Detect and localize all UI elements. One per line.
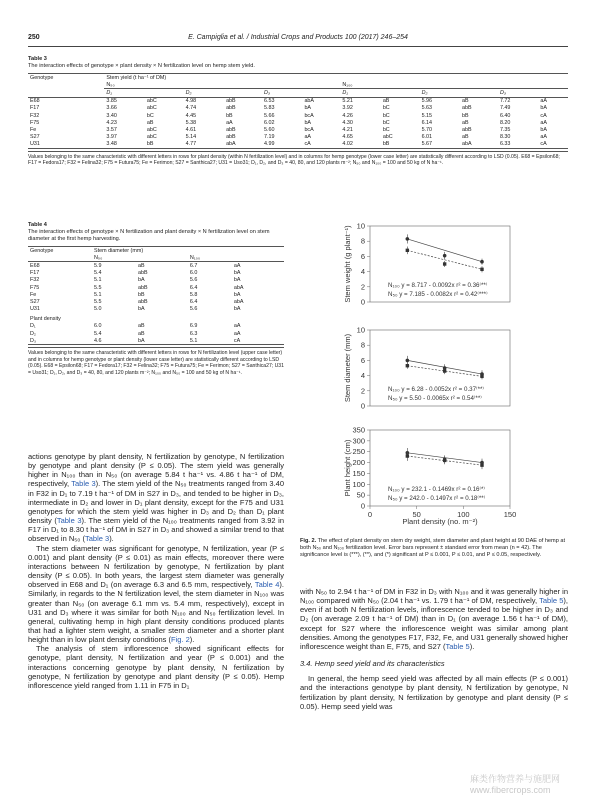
cell-value: 6.4 xyxy=(189,298,198,305)
data-point xyxy=(443,262,446,265)
cell-value: 4.74 xyxy=(185,105,197,112)
row-label: F32 xyxy=(30,112,40,119)
cell-value: 5.4 xyxy=(94,330,102,337)
cell-letters: bA xyxy=(540,105,547,112)
cell-letters: bA xyxy=(233,291,241,298)
table-row xyxy=(28,306,284,313)
cell-letters: bB xyxy=(462,112,469,119)
col-genotype: Genotype xyxy=(30,74,54,81)
table-row xyxy=(28,291,284,298)
data-point xyxy=(443,459,446,462)
density-header: D₃ xyxy=(499,89,506,96)
cell-value: 5.70 xyxy=(421,126,433,133)
data-point xyxy=(406,249,409,252)
y-tick-label: 4 xyxy=(360,371,365,381)
y-tick-label: 8 xyxy=(360,236,365,246)
cell-value: 3.57 xyxy=(106,126,117,133)
table-row xyxy=(28,105,568,112)
col-measure: Stem diameter (mm) xyxy=(94,247,144,254)
table-3-grid xyxy=(28,73,568,149)
table-link[interactable]: Table 3 xyxy=(56,516,82,526)
cell-letters: abA xyxy=(304,98,315,105)
cell-value: 5.38 xyxy=(185,119,197,126)
table-row xyxy=(28,119,568,126)
regression-equation: N₅₀ y = 5.50 - 0.0065x r² = 0.54⁽**⁾ xyxy=(388,395,482,402)
regression-equation: N₁₀₀ y = 6.28 - 0.0052x r² = 0.37⁽**⁾ xyxy=(388,386,484,393)
data-point xyxy=(480,268,483,271)
cell-letters: abB xyxy=(137,270,148,277)
cell-letters: abB xyxy=(226,98,236,105)
cell-letters: abA xyxy=(226,141,236,148)
cell-value: 5.8 xyxy=(189,291,198,298)
y-tick-label: 100 xyxy=(352,479,365,489)
cell-value: 5.60 xyxy=(263,126,275,133)
regression-equation: N₁₀₀ y = 8.717 - 0.0092x r² = 0.36⁽**⁾ xyxy=(388,282,488,289)
table-row xyxy=(28,337,284,345)
cell-value: 3.66 xyxy=(106,105,117,112)
cell-value: 6.4 xyxy=(189,284,198,291)
y-tick-label: 2 xyxy=(360,282,365,292)
table-3 xyxy=(28,56,568,167)
cell-value: 4.65 xyxy=(342,134,353,141)
cell-letters: bA xyxy=(233,306,241,313)
row-label: F17 xyxy=(30,105,40,112)
cell-letters: bA xyxy=(304,119,312,126)
regression-equation: N₁₀₀ y = 232.1 - 0.1469x r² = 0.16⁽*⁾ xyxy=(388,486,485,493)
cell-value: 5.4 xyxy=(94,270,102,277)
table-link[interactable]: Table 3 xyxy=(85,534,110,544)
cell-value: 6.14 xyxy=(421,119,433,126)
cell-value: 5.21 xyxy=(342,98,353,105)
y-tick-label: 8 xyxy=(360,340,365,350)
watermark: 麻类作物营养与施肥网 www.fibercrops.com xyxy=(470,774,561,795)
cell-value: 4.61 xyxy=(185,126,197,133)
cell-value: 6.01 xyxy=(421,134,433,141)
y-tick-label: 10 xyxy=(356,221,365,231)
cell-value: 6.02 xyxy=(263,119,275,126)
cell-value: 5.14 xyxy=(185,134,197,141)
y-tick-label: 4 xyxy=(360,267,365,277)
y-tick-label: 6 xyxy=(360,355,365,365)
cell-letters: abB xyxy=(462,105,472,112)
row-label: Fe xyxy=(30,126,37,133)
cell-value: 6.3 xyxy=(189,330,198,337)
data-point xyxy=(406,454,409,457)
header-rule xyxy=(28,46,568,47)
col-measure: Stem yield (t ha⁻¹ of DM) xyxy=(106,74,167,81)
cell-letters: aB xyxy=(146,119,154,126)
cell-value: 5.5 xyxy=(94,298,102,305)
figure-link[interactable]: Fig. 2 xyxy=(171,635,190,645)
cell-letters: abB xyxy=(226,105,236,112)
cell-value: 5.1 xyxy=(189,337,198,344)
cell-value: 5.6 xyxy=(189,277,198,284)
data-point xyxy=(480,463,483,466)
table-row xyxy=(28,323,284,330)
row-label: S27 xyxy=(30,298,40,305)
cell-letters: abB xyxy=(226,134,236,141)
regression-equation: N₅₀ y = 7.185 - 0.0082x r² = 0.42⁽***⁾ xyxy=(388,291,488,298)
cell-value: 5.67 xyxy=(421,141,433,148)
cell-letters: bA xyxy=(233,270,241,277)
x-tick-label: 0 xyxy=(367,510,373,519)
row-label: E68 xyxy=(30,262,40,269)
cell-value: 4.77 xyxy=(185,141,197,148)
cell-letters: bB xyxy=(382,141,390,148)
data-point xyxy=(480,375,483,378)
cell-letters: aA xyxy=(226,119,233,126)
y-tick-label: 300 xyxy=(352,436,365,446)
data-point xyxy=(406,237,410,241)
cell-letters: aA xyxy=(540,119,547,126)
cell-letters: aA xyxy=(233,330,241,337)
x-tick-label: 100 xyxy=(457,510,470,519)
regression-equation: N₅₀ y = 242.0 - 0.1497x r² = 0.18⁽**⁾ xyxy=(388,495,486,502)
cell-letters: bA xyxy=(304,105,312,112)
cell-letters: aB xyxy=(137,323,145,330)
cell-letters: aB xyxy=(137,330,145,337)
cell-value: 6.33 xyxy=(499,141,511,148)
cell-letters: bC xyxy=(382,119,390,126)
cell-letters: bC xyxy=(382,112,390,119)
cell-letters: aA xyxy=(304,134,312,141)
row-label: D₂ xyxy=(30,330,36,337)
cell-value: 5.63 xyxy=(421,105,433,112)
cell-letters: aB xyxy=(462,98,469,105)
table-row xyxy=(28,141,568,149)
data-point xyxy=(406,359,410,363)
y-tick-label: 0 xyxy=(360,297,365,307)
density-header: D₁ xyxy=(106,89,112,96)
table-row xyxy=(28,298,284,305)
table-row xyxy=(28,270,284,277)
table-4-grid xyxy=(28,246,284,345)
cell-value: 4.23 xyxy=(106,119,117,126)
cell-value: 4.02 xyxy=(342,141,353,148)
cell-letters: aA xyxy=(233,323,241,330)
y-tick-label: 250 xyxy=(352,447,365,457)
cell-value: 4.26 xyxy=(342,112,353,119)
y-tick-label: 2 xyxy=(360,386,365,396)
x-axis-label: Plant density (no. m⁻²) xyxy=(402,517,478,526)
row-label: D₃ xyxy=(30,337,37,344)
cell-letters: bC xyxy=(146,112,154,119)
cell-letters: abC xyxy=(146,134,157,141)
paragraph: In general, the hemp seed yield was affected by all main effects (P ≤ 0.001) and the interactions genotype by plant density, N fertilization by genotype, N fertilization by plant density, N fertilization by genotype and plant density (P ≤ 0.05). Hemp seed yield was xyxy=(300,674,568,711)
row-label: F32 xyxy=(30,277,40,284)
cell-value: 5.9 xyxy=(94,262,102,269)
table-row xyxy=(28,97,568,105)
cell-value: 4.6 xyxy=(94,337,102,344)
cell-letters: abC xyxy=(146,105,157,112)
data-point xyxy=(443,254,447,258)
y-axis-label: Plant height (cm) xyxy=(343,439,352,497)
cell-value: 8.30 xyxy=(499,134,511,141)
cell-value: 4.98 xyxy=(185,98,197,105)
y-axis-label: Stem diameter (mm) xyxy=(343,333,352,403)
y-tick-label: 350 xyxy=(352,425,365,435)
row-label: F17 xyxy=(30,270,40,277)
cell-value: 3.48 xyxy=(106,141,117,148)
cell-value: 5.66 xyxy=(263,112,275,119)
cell-letters: abA xyxy=(462,141,472,148)
table-link[interactable]: Table 5 xyxy=(445,641,470,651)
data-point xyxy=(406,364,409,367)
cell-letters: bC xyxy=(382,126,390,133)
density-header: D₂ xyxy=(185,89,192,96)
table-4-caption: Table 4 The interaction effects of genotype × N fertilization and plant density × N fertilization level on stem diameter at the first hemp harvesting. xyxy=(28,222,270,242)
cell-letters: cA xyxy=(540,141,547,148)
row-label: U31 xyxy=(30,141,40,148)
table-row xyxy=(28,330,284,337)
row-label: U31 xyxy=(30,306,40,313)
x-tick-label: 50 xyxy=(412,510,421,519)
table-row xyxy=(28,126,568,133)
row-label: S27 xyxy=(30,134,40,141)
cell-letters: bB xyxy=(226,112,233,119)
n-high-header: N₁₀₀ xyxy=(340,81,568,89)
cell-value: 6.7 xyxy=(189,262,198,269)
cell-letters: bC xyxy=(382,105,390,112)
table-row xyxy=(28,277,284,284)
cell-letters: aA xyxy=(540,98,547,105)
table-3-note: Values belonging to the same characteristic with different letters in rows for plant density (within N fertilization level) and in columns for hemp genotype (lower case letter) are statistically different according to LSD (0.05). E68 = Epsilon68; F17 = Fedora17; F32 = Felina32; F75 = Futura75; Fe = Ferimon; S27 = Santhica27; U31 = Uso31; D₁, D₂, and D₃ = 40, 80, and 120 plants m⁻²; N₅₀ and N₁₀₀ = 100 and 50 kg of N ha⁻¹. xyxy=(28,151,568,167)
cell-letters: bB xyxy=(146,141,154,148)
table-row xyxy=(28,112,568,119)
cell-value: 3.92 xyxy=(342,105,353,112)
cell-letters: cA xyxy=(233,337,241,344)
cell-letters: bA xyxy=(137,306,145,313)
n-low-header: N₅₀ xyxy=(104,81,340,89)
page-number: 250 xyxy=(28,34,40,41)
figure-2-caption: Fig. 2. The effect of plant density on stem dry weight, stem diameter and plant height at 90 DAE of hemp at both N₅₀ and N₁₀₀ fertilization level. Error bars represent ± standard error from mean (n = 42). The significance level is (***), (**), and (*) significant at P ≤ 0.001, P ≤ 0.01, and P ≤ 0.05, respectively. xyxy=(300,538,566,558)
figure-2-plots xyxy=(300,218,568,538)
y-tick-label: 200 xyxy=(352,458,365,468)
cell-letters: bB xyxy=(137,291,145,298)
y-axis-label: Stem weight (g plant⁻¹) xyxy=(343,225,352,303)
y-tick-label: 0 xyxy=(360,401,365,411)
cell-value: 7.19 xyxy=(263,134,275,141)
paragraph: with N₅₀ to 2.94 t ha⁻¹ of DM in F32 in D₃ with N₁₀₀ and it was generally higher in N₁₀₀ compared with N₅₀ (2.04 t ha⁻¹ vs. 1.79 t ha⁻¹ of DM, respectively, Table 5), even if at both N fertilization levels, inflorescence tended to be higher in D₃ and D₂ (on average 2.09 t ha⁻¹ of DM) than in D₁ (on average 1.56 t ha⁻¹ of DM), except for S27 where the inflorescence weight was similar among plant densities. Among the genotypes F17, F32, Fe, and U31 generally showed higher inflorescence weight than E, F75, and S27 (Table 5). xyxy=(300,587,568,651)
table-4-note: Values belonging to the same characteristic with different letters in rows for N fertilization level (upper case letter) and in columns for hemp genotype or plant density (lower case letter) are statistically different according to LSD (0.05). E68 = Epsilon68; F17 = Fedora17; F32 = Felina32; F75 = Futura75; Fe = Ferimon; S27 = Santhica27; U31 = Uso31; D₁, D₂, and D₃ = 40, 80, and 120 plants m⁻²; N₁₀₀ and N₅₀ = 100 and 50 kg of N ha⁻¹. xyxy=(28,347,284,376)
n-high-header: N₁₀₀ xyxy=(188,254,284,262)
cell-letters: abB xyxy=(226,126,236,133)
cell-value: 4.21 xyxy=(342,126,353,133)
cell-value: 7.72 xyxy=(499,98,511,105)
table-subheader xyxy=(28,313,284,323)
cell-value: 4.30 xyxy=(342,119,353,126)
table-3-caption: Table 3 The interaction effects of genotype × plant density × N fertilization level on hemp stem yield. xyxy=(28,56,255,69)
y-tick-label: 150 xyxy=(352,468,365,478)
cell-value: 6.53 xyxy=(263,98,275,105)
y-tick-label: 50 xyxy=(356,490,365,500)
cell-value: 4.45 xyxy=(185,112,197,119)
figure-2 xyxy=(300,218,568,538)
cell-letters: aB xyxy=(382,98,390,105)
paragraph: actions genotype by plant density, N fertilization by genotype, N fertilization by genotype and plant density (P ≤ 0.05). The stem yield was generally higher in N₁₀₀ than in N₅₀ (on average 5.84 t ha⁻¹ vs. 4.86 t ha⁻¹ of DM, respectively, Table 3). The stem yield of the N₅₀ treatments ranged from 3.40 in F32 in D₁ to 7.19 t ha⁻¹ of DM in S27 in D₃, and tended to be higher in D₃, intermediate in D₂ and lower in D₁ plant density, except for the F75 and U31 genotypes for which the stem yield was higher in D₃ and D₂ than D₁ plant density (Table 3). The stem yield of the N₁₀₀ treatments ranged from 3.92 in F17 in D₁ to 8.30 t ha⁻¹ of DM in S27 in D₃ and showed a similar trend to that observed in N₅₀ (Table 3). xyxy=(28,452,284,544)
cell-value: 7.49 xyxy=(499,105,511,112)
cell-letters: bA xyxy=(233,277,241,284)
cell-letters: abB xyxy=(137,284,148,291)
body-right-column xyxy=(300,587,568,711)
cell-letters: aA xyxy=(233,262,241,269)
cell-value: 5.1 xyxy=(94,291,102,298)
cell-letters: abC xyxy=(382,134,393,141)
section-heading: 3.4. Hemp seed yield and its characteristics xyxy=(300,659,445,669)
cell-letters: bA xyxy=(540,126,547,133)
table-4 xyxy=(28,222,284,376)
data-point xyxy=(443,369,446,372)
cell-value: 5.15 xyxy=(421,112,433,119)
cell-letters: aB xyxy=(137,262,145,269)
density-header: D₂ xyxy=(421,89,428,96)
table-link[interactable]: Table 4 xyxy=(254,580,280,590)
density-header: D₁ xyxy=(342,89,348,96)
cell-value: 5.1 xyxy=(94,277,102,284)
cell-letters: cA xyxy=(540,112,547,119)
cell-value: 5.5 xyxy=(94,284,102,291)
cell-letters: bA xyxy=(137,337,145,344)
density-header: D₃ xyxy=(263,89,271,96)
y-tick-label: 10 xyxy=(356,325,365,335)
n-low-header: N₅₀ xyxy=(92,254,188,262)
row-label: D₁ xyxy=(30,323,36,330)
cell-letters: cA xyxy=(304,141,311,148)
cell-letters: abA xyxy=(233,298,244,305)
cell-letters: abC xyxy=(146,126,157,133)
cell-value: 6.9 xyxy=(189,323,198,330)
paragraph: The stem diameter was significant for genotype, N fertilization, year (P ≤ 0.001) and plant density (P ≤ 0.01) as main effects, moreover there were interactions between N fertilization by genotype, N fertilization by plant density (P ≤ 0.05). In both years, the largest stem diameter was generally observed in E68 and D₁ (on average 6.3 and 6.5 mm, respectively, Table 4). Similarly, in regards to the N fertilization level, the stem diameter in N₁₀₀ was greater than N₅₀ (on average 6.1 mm vs. 5.4 mm, respectively), except in U31 and D₃ where it was similar for both N₁₀₀ and N₅₀ fertilization level. In general, cultivating hemp in high plant density conditions produced plants that had a lighter stem weight, a smaller stem diameter and a shorter plant height than in low plant density conditions (Fig. 2). xyxy=(28,543,284,645)
col-genotype: Genotype xyxy=(30,247,54,254)
body-left-column xyxy=(28,452,284,690)
cell-value: 3.40 xyxy=(106,112,117,119)
cell-value: 5.6 xyxy=(189,306,198,313)
cell-value: 6.0 xyxy=(189,270,198,277)
cell-value: 7.35 xyxy=(499,126,511,133)
cell-letters: abB xyxy=(462,126,472,133)
table-row xyxy=(28,262,284,270)
table-row xyxy=(28,284,284,291)
cell-value: 5.83 xyxy=(263,105,275,112)
cell-value: 5.0 xyxy=(94,306,102,313)
cell-letters: bcA xyxy=(304,112,314,119)
x-tick-label: 150 xyxy=(503,510,517,519)
cell-value: 8.20 xyxy=(499,119,511,126)
cell-letters: aA xyxy=(540,134,547,141)
subheader-label: Plant density xyxy=(30,316,61,323)
data-point xyxy=(480,260,484,264)
journal-citation: E. Campiglia et al. / Industrial Crops and Products 100 (2017) 246–254 xyxy=(188,34,408,41)
row-label: F75 xyxy=(30,284,40,291)
row-label: Fe xyxy=(30,291,37,298)
cell-value: 3.97 xyxy=(106,134,117,141)
cell-value: 6.0 xyxy=(94,323,102,330)
row-label: F75 xyxy=(30,119,40,126)
cell-letters: abA xyxy=(233,284,244,291)
cell-letters: bA xyxy=(137,277,145,284)
table-link[interactable]: Table 5 xyxy=(539,596,564,606)
cell-letters: bcA xyxy=(304,126,314,133)
table-link[interactable]: Table 3 xyxy=(71,479,96,489)
y-tick-label: 0 xyxy=(360,501,365,511)
row-label: E68 xyxy=(30,98,40,105)
cell-value: 6.40 xyxy=(499,112,511,119)
cell-value: 3.85 xyxy=(106,98,117,105)
cell-value: 4.99 xyxy=(263,141,275,148)
cell-letters: aB xyxy=(462,134,469,141)
table-row xyxy=(28,134,568,141)
cell-letters: aB xyxy=(462,119,469,126)
cell-letters: abB xyxy=(137,298,148,305)
cell-letters: abC xyxy=(146,98,157,105)
paragraph: The analysis of stem inflorescence showed significant effects for genotype, plant density, N fertilization and year (P ≤ 0.001) and the interactions concerning genotype by plant density, N fertilization by genotype, N fertilization by genotype and plant density (P ≤ 0.05). Hemp inflorescence yield ranged from 1.11 in F75 in D₁ xyxy=(28,644,284,690)
cell-value: 5.96 xyxy=(421,98,433,105)
y-tick-label: 6 xyxy=(360,251,365,261)
